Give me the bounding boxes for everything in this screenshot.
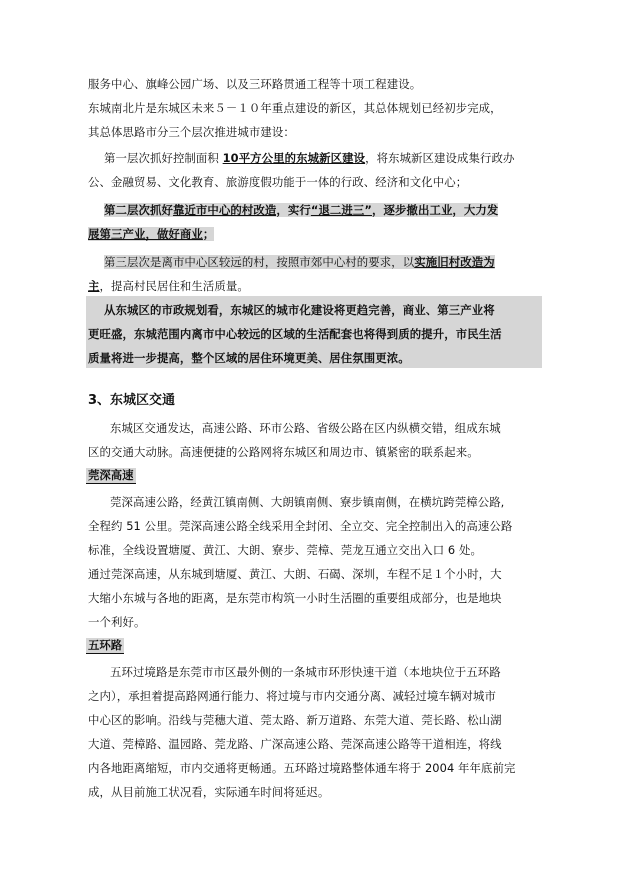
layer1-text-tail: ，将东城新区建设成集行政办 (365, 151, 515, 165)
highway-line-1: 莞深高速公路，经黄江镇南侧、大朗镇南侧、寮步镇南侧，在横坑跨莞樟公路, (110, 495, 505, 509)
highway-line-3: 标准，全线设置塘厦、黄江、大朗、寮步、莞樟、莞龙互通立交出入口 6 处。 (88, 543, 482, 557)
layer2-line-1 (104, 202, 498, 218)
ring-line-2: 之内），承担着提高路网通行能力、将过境与市内交通分离、减轻过境车辆对城市 (88, 689, 496, 703)
layer2-quote: “退二进三” (310, 203, 372, 217)
ring-road-label: 五环路 (88, 638, 123, 652)
layer2-line-2 (88, 226, 214, 242)
ring-line-1: 五环过境路是东莞市市区最外侧的一条城市环形快速干道（本地块位于五环路 (110, 665, 501, 679)
highway-label: 莞深高速 (88, 468, 134, 482)
section-para-line-1: 东城区交通发达，高速公路、环市公路、省级公路在区内纵横交错，组成东城 (110, 421, 501, 435)
section-para-line-2: 区的交通大动脉。高速便捷的公路网将东城区和周边市、镇紧密的联系起来。 (88, 445, 479, 459)
layer2-text: 第二层次抓好 (104, 203, 173, 217)
layer2-text-2: ，实行 (276, 203, 311, 217)
layer2-emphasis: 靠近市中心的村改造 (172, 203, 277, 217)
layer3-emphasis: 实施旧村改造为 (414, 255, 495, 269)
summary-line-2: 更旺盛，东城范围内离市中心较远的区域的生活配套也将得到质的提升，市民生活 (88, 327, 502, 341)
highway-line-4: 通过莞深高速，从东城到塘厦、黄江、大朗、石碣、深圳，车程不足１个小时，大 (88, 567, 502, 581)
ring-line-5: 内各地距离缩短，市内交通将更畅通。五环路过境路整体通车将于 2004 年年底前完 (88, 761, 516, 775)
layer2-emphasis-2: 展第三产业，做好商业 (88, 227, 203, 241)
highway-line-6: 一个利好。 (88, 615, 146, 629)
layer2-text-3: ，逐步撤出工业，大力发 (372, 203, 499, 217)
layer1-line-1 (104, 150, 514, 166)
summary-line-1: 从东城区的市政规划看，东城区的城市化建设将更趋完善，商业、第三产业将 (104, 303, 495, 317)
layer3-line-2 (88, 278, 249, 294)
layer2-end: ； (202, 227, 215, 241)
layer3-line-1 (104, 254, 495, 270)
layer3-text: 第三层次是离市中心区较远的村，按照市郊中心村的要求，以 (104, 255, 415, 269)
ring-line-4: 大道、莞樟路、温园路、莞龙路、广深高速公路、莞深高速公路等干道相连，将线 (88, 737, 502, 751)
summary-line-3: 质量将进一步提高，整个区域的居住环境更美、居住氛围更浓。 (88, 351, 410, 365)
highway-line-2: 全程约 51 公里。莞深高速公路全线采用全封闭、全立交、完全控制出入的高速公路 (88, 519, 513, 533)
layer3-emphasis-2: 主 (88, 279, 100, 293)
intro-line-3: 其总体思路市分三个层次推进城市建设： (88, 125, 295, 139)
ring-line-6: 成，从目前施工状况看，实际通车时间将延迟。 (88, 785, 330, 799)
layer1-line-2: 公、金融贸易、文化教育、旅游度假功能于一体的行政、经济和文化中心； (88, 175, 468, 189)
layer3-text-2: ，提高村民居住和生活质量。 (99, 279, 249, 293)
section-heading: 3、东城区交通 (88, 393, 176, 408)
ring-line-3: 中心区的影响。沿线与莞穗大道、莞太路、新万道路、东莞大道、莞长路、松山湖 (88, 713, 502, 727)
highway-line-5: 大缩小东城与各地的距离，是东莞市构筑一小时生活圈的重要组成部分，也是地块 (88, 591, 502, 605)
layer1-emphasis: 10平方公里的东城新区建设 (222, 151, 366, 165)
intro-line-2: 东城南北片是东城区未来５－１０年重点建设的新区，其总体规划已经初步完成， (88, 101, 502, 115)
intro-line-1: 服务中心、旗峰公园广场、以及三环路贯通工程等十项工程建设。 (88, 77, 422, 91)
layer1-text: 第一层次抓好控制面积 (104, 151, 223, 165)
